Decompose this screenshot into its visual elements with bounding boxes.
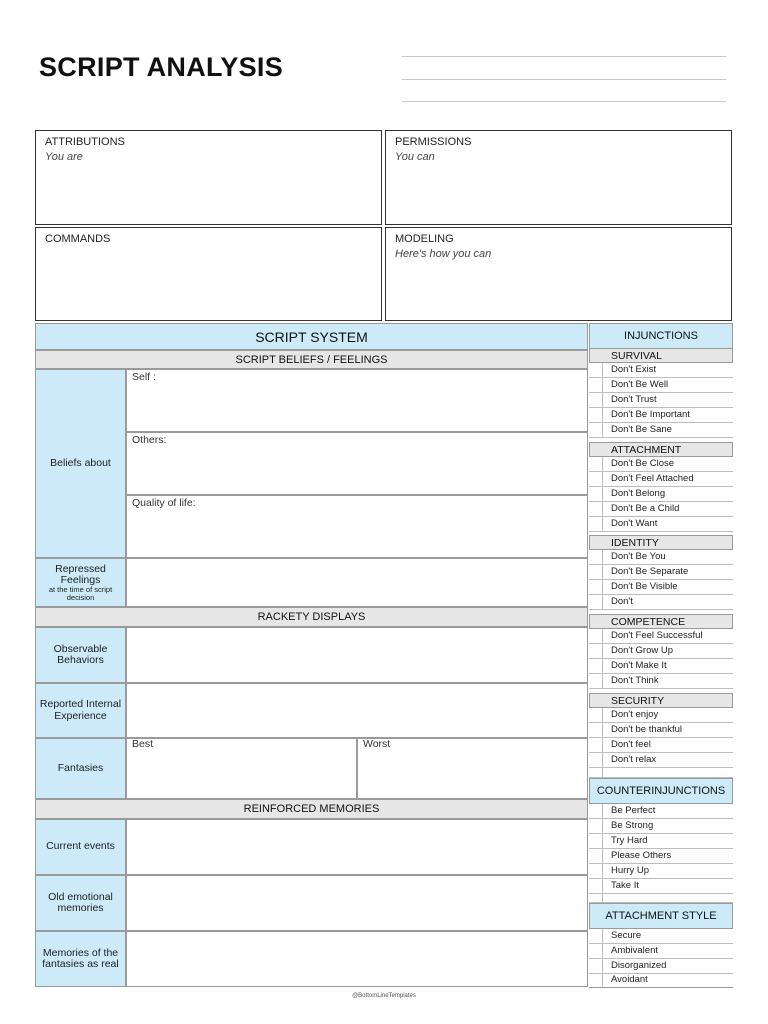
list-item[interactable] xyxy=(589,738,733,753)
checkbox[interactable] xyxy=(589,723,603,737)
competence-category xyxy=(589,614,733,629)
list-item[interactable] xyxy=(589,973,733,988)
old-field[interactable] xyxy=(126,875,588,931)
observable-label: Observable Behaviors xyxy=(35,627,126,683)
repressed-field[interactable] xyxy=(126,558,588,607)
checkbox[interactable] xyxy=(589,595,603,609)
repressed-label: Repressed Feelings xyxy=(55,562,106,586)
counterinjunctions-header: COUNTERINJUNCTIONS xyxy=(589,778,733,804)
injunctions-column xyxy=(589,0,733,1024)
script-system-header: SCRIPT SYSTEM xyxy=(35,323,588,350)
list-item[interactable] xyxy=(589,944,733,959)
item-label: Don't relax xyxy=(611,754,657,765)
list-item[interactable] xyxy=(589,550,733,565)
checkbox[interactable] xyxy=(589,804,603,818)
checkbox[interactable] xyxy=(589,580,603,594)
checkbox[interactable] xyxy=(589,487,603,501)
list-item[interactable] xyxy=(589,768,733,778)
list-item[interactable] xyxy=(589,487,733,502)
checkbox[interactable] xyxy=(589,768,603,777)
checkbox[interactable] xyxy=(589,864,603,878)
item-label: Don't Be Close xyxy=(611,458,675,469)
item-label: Hurry Up xyxy=(611,865,650,876)
checkbox[interactable] xyxy=(589,834,603,848)
item-label: Secure xyxy=(611,930,642,941)
checkbox[interactable] xyxy=(589,550,603,564)
best-label: Best xyxy=(132,738,154,750)
old-label: Old emotional memories xyxy=(35,875,126,931)
item-label: Avoidant xyxy=(611,974,648,985)
checkbox[interactable] xyxy=(589,738,603,752)
list-item[interactable] xyxy=(589,674,733,689)
item-label: Disorganized xyxy=(611,960,667,971)
item-label: Don't Belong xyxy=(611,488,666,499)
checkbox[interactable] xyxy=(589,644,603,658)
injunctions-header: INJUNCTIONS xyxy=(589,323,733,349)
others-field[interactable] xyxy=(126,432,588,495)
worst-field[interactable] xyxy=(357,738,588,799)
list-item[interactable] xyxy=(589,819,733,834)
item-label: Try Hard xyxy=(611,835,648,846)
checkbox[interactable] xyxy=(589,879,603,893)
attachment-title: ATTACHMENT xyxy=(611,444,682,456)
checkbox[interactable] xyxy=(589,959,603,973)
list-item[interactable] xyxy=(589,834,733,849)
checkbox[interactable] xyxy=(589,502,603,516)
list-item[interactable] xyxy=(589,929,733,944)
checkbox[interactable] xyxy=(589,517,603,531)
racket-header: RACKETY DISPLAYS xyxy=(35,607,588,627)
checkbox[interactable] xyxy=(589,894,603,902)
item-label: Don't Feel Successful xyxy=(611,630,703,641)
checkbox[interactable] xyxy=(589,457,603,471)
footer-credit: @BottomLineTemplates xyxy=(352,993,416,999)
item-label: Don't Be You xyxy=(611,551,666,562)
fantasy-mem-field[interactable] xyxy=(126,931,588,987)
identity-category xyxy=(589,535,733,550)
item-label: Don't Want xyxy=(611,518,658,529)
list-item[interactable] xyxy=(589,644,733,659)
page-title: SCRIPT ANALYSIS xyxy=(39,52,284,82)
identity-title: IDENTITY xyxy=(611,537,659,549)
checkbox[interactable] xyxy=(589,472,603,486)
list-item[interactable] xyxy=(589,393,733,408)
item-label: Don't Be Separate xyxy=(611,566,689,577)
item-label: Don't xyxy=(611,596,633,607)
repressed-label-cell xyxy=(35,558,126,607)
list-item[interactable] xyxy=(589,457,733,472)
checkbox[interactable] xyxy=(589,929,603,943)
list-item[interactable] xyxy=(589,659,733,674)
list-item[interactable] xyxy=(589,408,733,423)
list-item[interactable] xyxy=(589,629,733,644)
list-item[interactable] xyxy=(589,753,733,768)
checkbox[interactable] xyxy=(589,819,603,833)
survival-category xyxy=(589,348,733,363)
item-label: Take It xyxy=(611,880,639,891)
list-item[interactable] xyxy=(589,894,733,903)
quality-field[interactable] xyxy=(126,495,588,558)
competence-title: COMPETENCE xyxy=(611,616,686,628)
memories-header: REINFORCED MEMORIES xyxy=(35,799,588,819)
list-item[interactable] xyxy=(589,378,733,393)
checkbox[interactable] xyxy=(589,659,603,673)
reported-label: Reported Internal Experience xyxy=(35,683,126,738)
modeling-sub: Here's how you can xyxy=(395,248,492,260)
item-label: Please Others xyxy=(611,850,672,861)
checkbox[interactable] xyxy=(589,378,603,392)
item-label: Don't Be Well xyxy=(611,379,669,390)
item-label: Don't Exist xyxy=(611,364,657,375)
list-item[interactable] xyxy=(589,472,733,487)
list-item[interactable] xyxy=(589,502,733,517)
list-item[interactable] xyxy=(589,363,733,378)
modeling-title: MODELING xyxy=(395,233,454,245)
list-item[interactable] xyxy=(589,864,733,879)
quality-label: Quality of life: xyxy=(132,497,196,509)
item-label: Don't Be Important xyxy=(611,409,690,420)
list-item[interactable] xyxy=(589,959,733,974)
list-item[interactable] xyxy=(589,565,733,580)
checkbox[interactable] xyxy=(589,565,603,579)
commands-box[interactable] xyxy=(35,227,382,321)
item-label: Be Perfect xyxy=(611,805,656,816)
self-label: Self : xyxy=(132,371,156,383)
permissions-sub: You can xyxy=(395,151,435,163)
current-field[interactable] xyxy=(126,819,588,875)
security-category xyxy=(589,693,733,708)
beliefs-label: Beliefs about xyxy=(35,369,126,558)
permissions-title: PERMISSIONS xyxy=(395,136,472,148)
security-title: SECURITY xyxy=(611,695,665,707)
fantasies-label: Fantasies xyxy=(35,738,126,799)
item-label: Don't Be Sane xyxy=(611,424,672,435)
checkbox[interactable] xyxy=(589,753,603,767)
list-item[interactable] xyxy=(589,423,733,438)
list-item[interactable] xyxy=(589,804,733,819)
list-item[interactable] xyxy=(589,849,733,864)
list-item[interactable] xyxy=(589,879,733,894)
item-label: Don't Trust xyxy=(611,394,657,405)
checkbox[interactable] xyxy=(589,849,603,863)
list-item[interactable] xyxy=(589,517,733,532)
attachment-category xyxy=(589,442,733,457)
list-item[interactable] xyxy=(589,580,733,595)
reported-field[interactable] xyxy=(126,683,588,738)
attributions-box[interactable] xyxy=(35,130,382,225)
checkbox[interactable] xyxy=(589,944,603,958)
item-label: Don't Feel Attached xyxy=(611,473,694,484)
checkbox[interactable] xyxy=(589,393,603,407)
item-label: Don't be thankful xyxy=(611,724,682,735)
item-label: Don't Be a Child xyxy=(611,503,680,514)
list-item[interactable] xyxy=(589,723,733,738)
attributions-title: ATTRIBUTIONS xyxy=(45,136,125,148)
item-label: Don't Grow Up xyxy=(611,645,674,656)
checkbox[interactable] xyxy=(589,973,603,987)
checkbox[interactable] xyxy=(589,423,603,437)
item-label: Be Strong xyxy=(611,820,654,831)
item-label: Don't Think xyxy=(611,675,659,686)
best-field[interactable] xyxy=(126,738,357,799)
observable-field[interactable] xyxy=(126,627,588,683)
others-label: Others: xyxy=(132,434,167,446)
checkbox[interactable] xyxy=(589,408,603,422)
beliefs-header: SCRIPT BELIEFS / FEELINGS xyxy=(35,350,588,369)
item-label: Don't feel xyxy=(611,739,651,750)
repressed-sub: at the time of script decision xyxy=(48,584,113,602)
item-label: Ambivalent xyxy=(611,945,658,956)
survival-title: SURVIVAL xyxy=(611,350,662,362)
current-label: Current events xyxy=(35,819,126,875)
checkbox[interactable] xyxy=(589,363,603,377)
attributions-sub: You are xyxy=(45,151,83,163)
attachment-style-header: ATTACHMENT STYLE xyxy=(589,903,733,929)
item-label: Don't Make It xyxy=(611,660,667,671)
item-label: Don't Be Visible xyxy=(611,581,678,592)
fantasy-mem-label: Memories of the fantasies as real xyxy=(35,931,126,987)
checkbox[interactable] xyxy=(589,708,603,722)
checkbox[interactable] xyxy=(589,674,603,688)
commands-title: COMMANDS xyxy=(45,233,111,245)
list-item[interactable] xyxy=(589,708,733,723)
list-item[interactable] xyxy=(589,595,733,610)
worst-label: Worst xyxy=(363,738,391,750)
item-label: Don't enjoy xyxy=(611,709,659,720)
checkbox[interactable] xyxy=(589,629,603,643)
self-field[interactable] xyxy=(126,369,588,432)
